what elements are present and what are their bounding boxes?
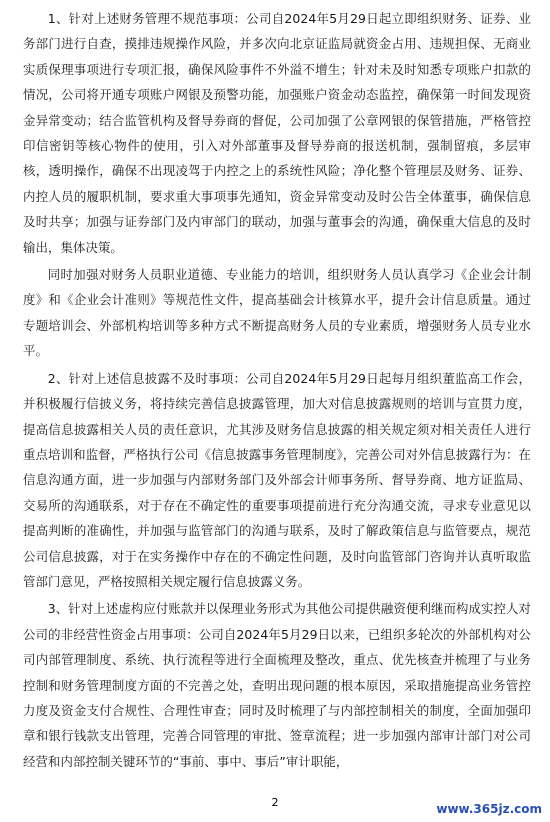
paragraph-1: 1、针对上述财务管理不规范事项：公司自2024年5月29日起立即组织财务、证券、业务部门进行自查，摸排违规操作风险，并多次向北京证监局就资金占用、违规担保、无商业实质保理事项进行专项汇报，确保风险事件不外溢不增生；针对未及时知悉专项账户扣款的情况，公司将开通专项账户网银及预警功能，加强账户资金动态监控，确保第一时间发现资金异常变动；结合监管机构及督导券商的督促，公司加强了公章网银的保管措施，严格管控印信密钥等核心物件的使用，引入对外部董事及督导券商的报送机制，强制留痕，多层审核，透明操作，确保不出现凌驾于内控之上的系统性风险；净化整个管理层及财务、证券、内控人员的履职机制，要求重大事项事先通知，资金异常变动及时公告全体董事，确保信息及时共享；加强与证券部门及内审部门的联动，加强与董事会的沟通，确保重大信息的及时输出，集体决策。 (23, 11, 531, 255)
site-watermark: www.365jz.com (436, 802, 542, 816)
paragraph-2: 同时加强对财务人员职业道德、专业能力的培训，组织财务人员认真学习《企业会计制度》和《企业会计准则》等规范性文件，提高基础会计核算水平，提升会计信息质量。通过专题培训会、外部机构培训等多种方式不断提高财务人员的专业素质，增强财务人员专业水平。 (23, 267, 531, 359)
paragraph-4: 3、针对上述虚构应付账款并以保理业务形式为其他公司提供融资便利继而构成实控人对公司的非经营性资金占用事项：公司自2024年5月29日以来，已组织多轮次的外部机构对公司内部管理制度、系统、执行流程等进行全面梳理及整改，重点、优先核查并梳理了与业务控制和财务管理制度方面的不完善之处，查明出现问题的根本原因，采取措施提高业务管控力度及资金支付合规性、合理性审查；同时及时梳理了与内部控制相关的制度，全面加强印章和银行钱款支出管理，完善合同管理的审批、签章流程；进一步加强内部审计部门对公司经营和内部控制关键环节的“事前、事中、事后”审计职能， (23, 601, 531, 769)
paragraph-3: 2、针对上述信息披露不及时事项：公司自2024年5月29日起每月组织董监高工作会，并积极履行信披义务，将持续完善信息披露管理，加大对信息披露规则的培训与宣贯力度，提高信息披露相关人员的责任意识，尤其涉及财务信息披露的相关规定须对相关责任人进行重点培训和监督，严格执行公司《信息披露事务管理制度》，完善公司对外信息披露行为：在信息沟通方面，进一步加强与内部财务部门及外部会计师事务所、督导券商、地方证监局、交易所的沟通联系，对于存在不确定性的重要事项提前进行充分沟通交流，寻求专业意见以提高判断的准确性，并加强与监管部门的沟通与联系，及时了解政策信息与监管要点，规范公司信息披露，对于在实务操作中存在的不确定性问题，及时向监管部门咨询并认真听取监管部门意见，严格按照相关规定履行信息披露义务。 (23, 370, 531, 589)
document-body (23, 6, 531, 776)
page-number: 2 (271, 796, 279, 809)
